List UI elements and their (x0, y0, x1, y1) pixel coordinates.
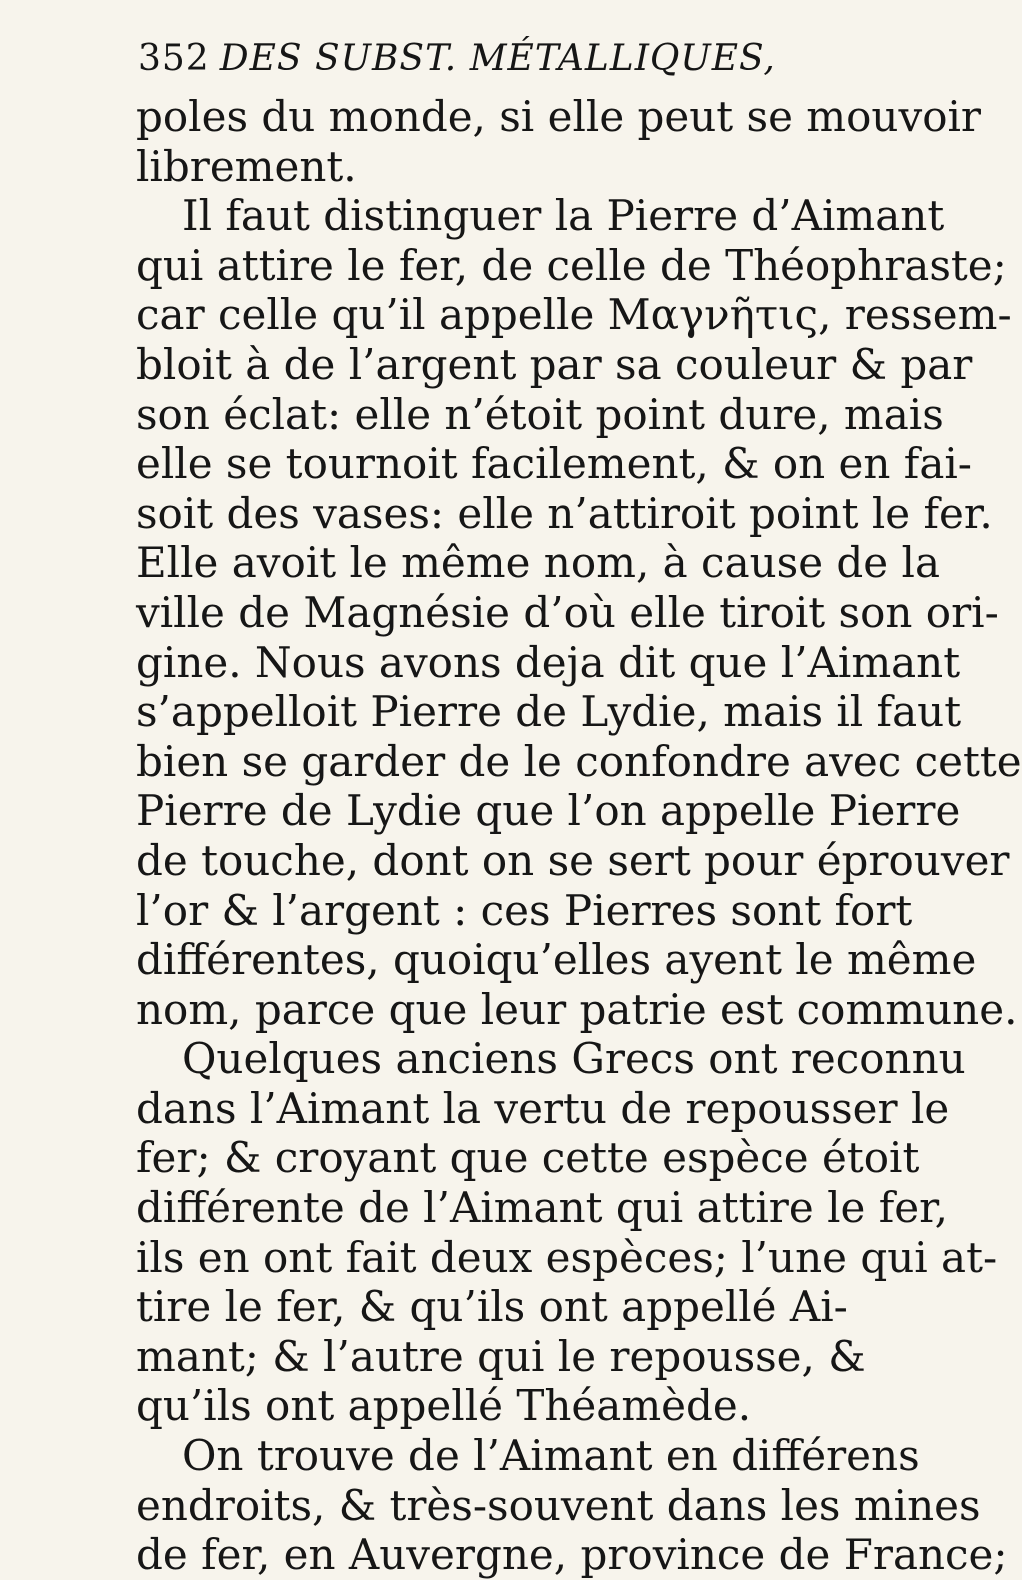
text-line: car celle qu’il appelle Μαγνῆτις, ressem- (136, 290, 1012, 340)
text-line: l’or & l’argent : ces Pierres sont fort (136, 885, 913, 935)
text-line: qu’ils ont appellé Théamède. (136, 1381, 752, 1431)
text-line: Pierre de Lydie que l’on appelle Pierre (136, 786, 961, 836)
text-line: de fer, en Auvergne, province de France; (136, 1530, 1008, 1580)
page-number: 352 (138, 38, 210, 79)
running-title: DES SUBST. MÉTALLIQUES, (219, 38, 776, 79)
text-line: endroits, & très-souvent dans les mines (136, 1480, 981, 1530)
text-line: qui attire le fer, de celle de Théophraste; (136, 240, 1007, 290)
text-line: de touche, dont on se sert pour éprouver (136, 835, 1010, 885)
text-line: nom, parce que leur patrie est commune. (136, 984, 1018, 1034)
text-line: poles du monde, si elle peut se mouvoir (136, 92, 981, 141)
text-line: gine. Nous avons deja dit que l’Aimant (136, 637, 961, 687)
text-line: s’appelloit Pierre de Lydie, mais il faut (136, 687, 962, 737)
text-line: ville de Magnésie d’où elle tiroit son ori- (136, 587, 999, 637)
text-line: Quelques anciens Grecs ont reconnu (182, 1034, 966, 1084)
text-line: bloit à de l’argent par sa couleur & par (136, 339, 973, 389)
text-line: Elle avoit le même nom, à cause de la (136, 538, 940, 588)
text-line: bien se garder de le confondre avec cette (136, 736, 1022, 786)
text-line: fer; & croyant que cette espèce étoit (136, 1133, 920, 1183)
text-line: dans l’Aimant la vertu de repousser le (136, 1083, 950, 1133)
text-line: soit des vases: elle n’attiroit point le fer. (136, 488, 993, 538)
text-line: mant; & l’autre qui le repousse, & (136, 1331, 866, 1381)
text-line: différente de l’Aimant qui attire le fer, (136, 1183, 948, 1233)
text-line: Il faut distinguer la Pierre d’Aimant (182, 191, 945, 241)
text-line: On trouve de l’Aimant en différens (182, 1431, 920, 1481)
text-line: différentes, quoiqu’elles ayent le même (136, 935, 977, 985)
text-line: tire le fer, & qu’ils ont appellé Ai- (136, 1282, 848, 1332)
text-line: librement. (136, 141, 357, 191)
running-head (138, 38, 776, 80)
body-text (136, 92, 1022, 1580)
text-line: son éclat: elle n’étoit point dure, mais (136, 389, 944, 439)
text-line: elle se tournoit facilement, & on en fai- (136, 439, 973, 489)
text-line: ils en ont fait deux espèces; l’une qui at- (136, 1232, 998, 1282)
